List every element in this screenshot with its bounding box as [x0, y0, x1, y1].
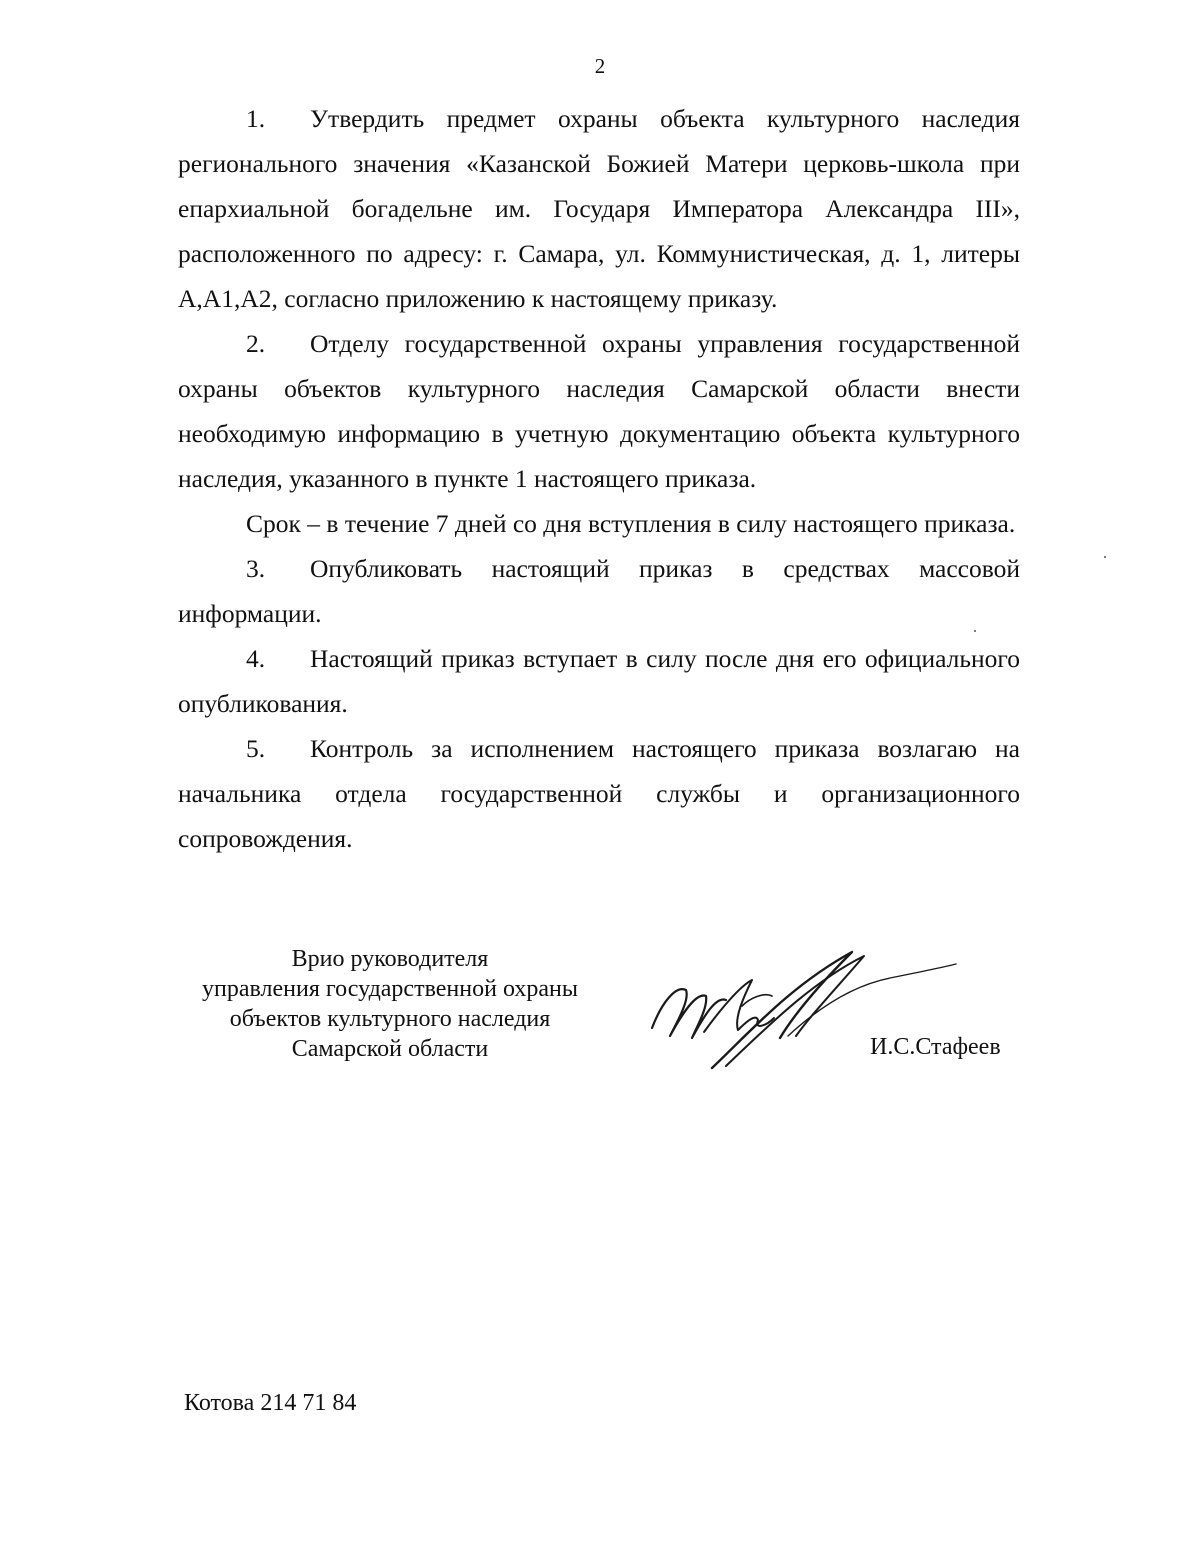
signer-name: И.С.Стафеев: [870, 1034, 1001, 1060]
deadline-text: Срок – в течение 7 дней со дня вступления в силу настоящего приказа.: [246, 509, 1016, 538]
signatory-line-3: объектов культурного наследия: [229, 1006, 551, 1032]
deadline-note: [178, 501, 1020, 546]
scan-speck: [974, 630, 976, 632]
signatory-line-4: Самарской области: [291, 1036, 489, 1062]
item-2-text: Отделу государственной охраны управления государственной охраны объектов культурного наследия Самарской области внести необходимую информацию в учетную документацию объекта культурного наследия, указанного в пункте 1 настоящего приказа.: [178, 329, 1020, 493]
item-1: [178, 96, 1020, 321]
scan-speck: [1104, 556, 1106, 558]
item-2: [178, 321, 1020, 501]
item-1-text: Утвердить предмет охраны объекта культурного наследия регионального значения «Казанской Божией Матери церковь-школа при епархиальной богадельне им. Государя Императора Александра III», расположенного по адресу: г. Самара, ул. Коммунистическая, д. 1, литеры А,А1,А2, согласно приложению к настоящему приказу.: [178, 104, 1020, 313]
page-number: 2: [594, 54, 606, 78]
item-4-number: 4.: [246, 644, 266, 673]
item-3-number: 3.: [246, 554, 266, 583]
item-5: [178, 726, 1020, 861]
item-1-number: 1.: [246, 104, 266, 133]
signatory-position: [170, 944, 610, 1064]
signatory-line-1: Врио руководителя: [291, 946, 489, 972]
item-4: [178, 636, 1020, 726]
item-3-text: Опубликовать настоящий приказ в средствах массовой информации.: [178, 554, 1020, 628]
item-2-number: 2.: [246, 329, 266, 358]
item-5-text: Контроль за исполнением настоящего приказа возлагаю на начальника отдела государственной службы и организационного сопровождения.: [178, 734, 1020, 853]
executor-contact: Котова 214 71 84: [184, 1390, 357, 1416]
item-5-number: 5.: [246, 734, 266, 763]
document-body: [178, 96, 1020, 861]
signatory-line-2: управления государственной охраны: [202, 976, 578, 1002]
item-4-text: Настоящий приказ вступает в силу после дня его официального опубликования.: [178, 644, 1020, 718]
item-3: [178, 546, 1020, 636]
